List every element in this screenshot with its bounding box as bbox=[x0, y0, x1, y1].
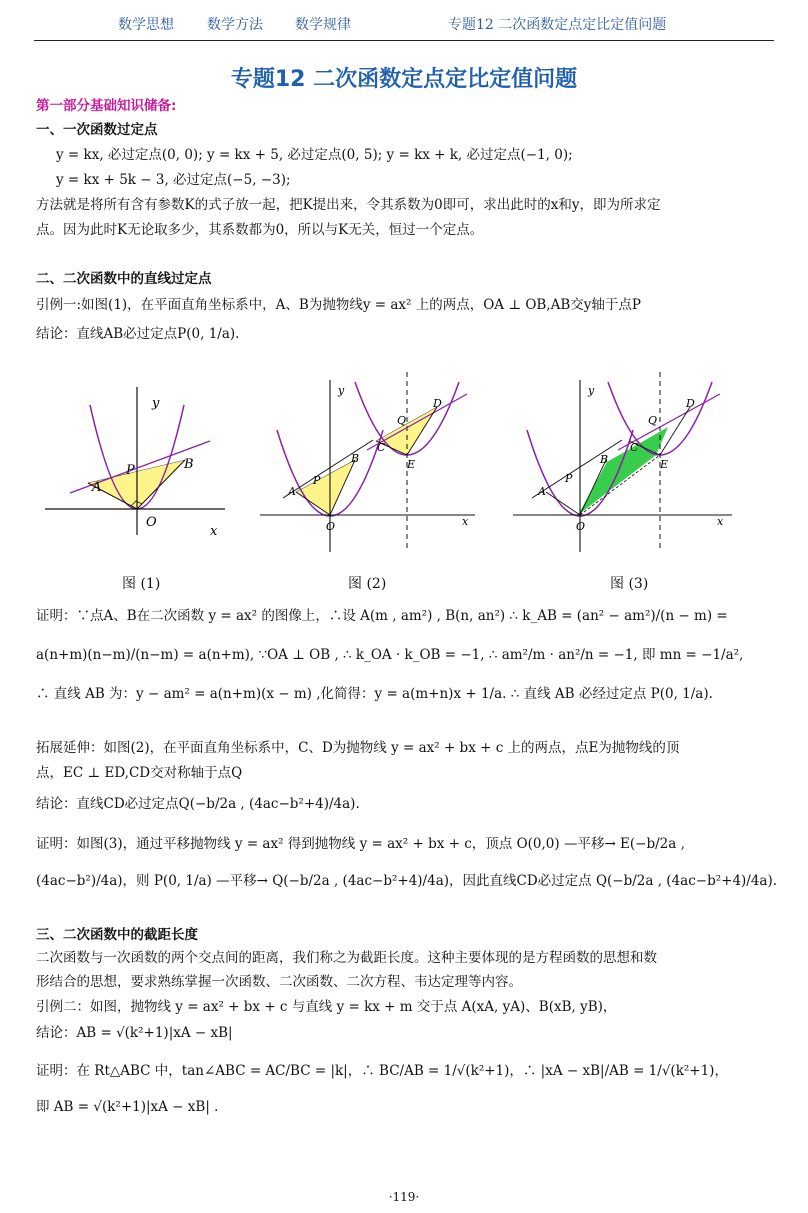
proof3-line2: 即 AB = √(k²+1)|xA − xB| . bbox=[36, 1099, 219, 1115]
point-label-e: E bbox=[407, 458, 416, 471]
section2-heading: 二、二次函数中的直线过定点 bbox=[36, 271, 212, 287]
extension-line2: 点，EC ⊥ ED,CD交对称轴于点Q bbox=[36, 765, 243, 781]
triangle-fill bbox=[296, 460, 355, 515]
proof2-line1: 证明：如图(3)，通过平移抛物线 y = ax² 得到抛物线 y = ax² + bx + c，顶点 O(0,0) —平移→ E(−b/2a , bbox=[36, 836, 685, 852]
point-label-b: B bbox=[600, 453, 609, 466]
page-header bbox=[0, 14, 808, 34]
example1-text: 引例一:如图(1)，在平面直角坐标系中，A、B为抛物线y = ax² 上的两点，OA ⊥ OB,AB交y轴于点P bbox=[36, 297, 641, 313]
point-label-q: Q bbox=[648, 414, 658, 427]
header-right: 专题12 二次函数定点定比定值问题 bbox=[448, 17, 667, 33]
header-item: 数学规律 bbox=[295, 17, 351, 33]
axis-label-x: x bbox=[717, 515, 724, 528]
figure-caption: 图 (3) bbox=[610, 576, 649, 592]
section3-line1: 二次函数与一次函数的两个交点间的距离，我们称之为截距长度。这种主要体现的是方程函数的思想和数 bbox=[36, 950, 657, 966]
point-label-p: P bbox=[565, 472, 573, 485]
point-label-d: D bbox=[686, 397, 695, 410]
section3-line2: 形结合的思想，要求熟练掌握一次函数、二次函数、二次方程、韦达定理等内容。 bbox=[36, 974, 522, 990]
point-label-o: O bbox=[326, 520, 336, 533]
section1-line3: 方法就是将所有含有参数K的式子放一起，把K提出来，令其系数为0即可，求出此时的x和y，即为所求定 bbox=[36, 197, 661, 213]
header-item: 数学方法 bbox=[207, 17, 263, 33]
segment-oa bbox=[546, 492, 580, 515]
page-title: 专题12 二次函数定点定比定值问题 bbox=[230, 67, 578, 92]
axis-label-y: y bbox=[338, 384, 345, 397]
proof1-line1: 证明：∵点A、B在二次函数 y = ax² 的图像上，∴设 A(m , am²) , B(n, an²) ∴ k_AB = (an² − am²)/(n − m) = bbox=[36, 608, 728, 624]
point-label-a: A bbox=[288, 485, 296, 498]
proof1-line3: ∴ 直线 AB 为：y − am² = a(n+m)(x − m) ,化简得：y = a(m+n)x + 1/a. ∴ 直线 AB 必经过定点 P(0, 1/a). bbox=[36, 686, 713, 702]
point-label-q: Q bbox=[397, 414, 407, 427]
section1-line4: 点。因为此时K无论取多少，其系数都为0，所以与K无关，恒过一个定点。 bbox=[36, 222, 484, 238]
conclusion1-text: 结论：直线AB必过定点P(0, 1/a). bbox=[36, 326, 240, 342]
point-label-p: P bbox=[313, 474, 321, 487]
figure-caption: 图 (1) bbox=[122, 576, 161, 592]
section1-line1: y = kx, 必过定点(0, 0); y = kx + 5, 必过定点(0, 5); y = kx + k, 必过定点(−1, 0); bbox=[56, 147, 573, 163]
point-label-c: C bbox=[377, 441, 386, 454]
header-rule bbox=[34, 40, 774, 41]
section1-line2: y = kx + 5k − 3, 必过定点(−5, −3); bbox=[56, 172, 291, 188]
example2-text: 引例二：如图，抛物线 y = ax² + bx + c 与直线 y = kx + m 交于点 A(xA, yA)、B(xB, yB)， bbox=[36, 999, 617, 1015]
point-label-p: P bbox=[126, 463, 135, 478]
extension-line1: 拓展延伸：如图(2)，在平面直角坐标系中，C、D为抛物线 y = ax² + bx + c 上的两点，点E为抛物线的顶 bbox=[36, 740, 680, 756]
point-label-b: B bbox=[351, 452, 360, 465]
point-label-o: O bbox=[576, 520, 586, 533]
point-label-d: D bbox=[433, 397, 442, 410]
axis-label-y: y bbox=[152, 396, 160, 411]
axis-label-y: y bbox=[588, 384, 595, 397]
point-label-b: B bbox=[184, 457, 194, 472]
part-heading: 第一部分基础知识储备: bbox=[36, 98, 177, 114]
proof3-line1: 证明：在 Rt△ABC 中，tan∠ABC = AC/BC = |k|，∴ BC/AB = 1/√(k²+1)，∴ |xA − xB|/AB = 1/√(k²+1)， bbox=[36, 1063, 728, 1079]
point-label-a: A bbox=[92, 480, 102, 495]
axis-label-x: x bbox=[462, 515, 469, 528]
figure-2 bbox=[255, 372, 490, 555]
conclusion2-text: 结论：直线CD必过定点Q(−b/2a , (4ac−b²+4)/4a). bbox=[36, 796, 360, 812]
point-label-a: A bbox=[538, 485, 546, 498]
section3-heading: 三、二次函数中的截距长度 bbox=[36, 927, 198, 943]
point-label-o: O bbox=[146, 515, 157, 530]
page-number: ·119· bbox=[388, 1190, 420, 1204]
header-item: 数学思想 bbox=[118, 17, 174, 33]
point-label-e: E bbox=[660, 458, 669, 471]
point-label-c: C bbox=[630, 441, 639, 454]
proof1-line2: a(n+m)(n−m)/(n−m) = a(n+m), ∵OA ⊥ OB , ∴ k_OA · k_OB = −1, ∴ am²/m · an²/n = −1, 即 mn = −1/a², bbox=[36, 647, 744, 663]
proof2-line2: (4ac−b²)/4a)，则 P(0, 1/a) —平移→ Q(−b/2a , (4ac−b²+4)/4a)，因此直线CD必过定点 Q(−b/2a , (4ac−b²+4)/4a). bbox=[36, 873, 778, 889]
axis-label-x: x bbox=[210, 524, 218, 539]
figure-caption: 图 (2) bbox=[348, 576, 387, 592]
section1-heading: 一、一次函数过定点 bbox=[36, 122, 158, 138]
conclusion3-text: 结论：AB = √(k²+1)|xA − xB| bbox=[36, 1025, 233, 1041]
figure-3 bbox=[510, 372, 745, 555]
figure-1 bbox=[40, 375, 240, 545]
parallelogram-fill bbox=[578, 427, 668, 515]
